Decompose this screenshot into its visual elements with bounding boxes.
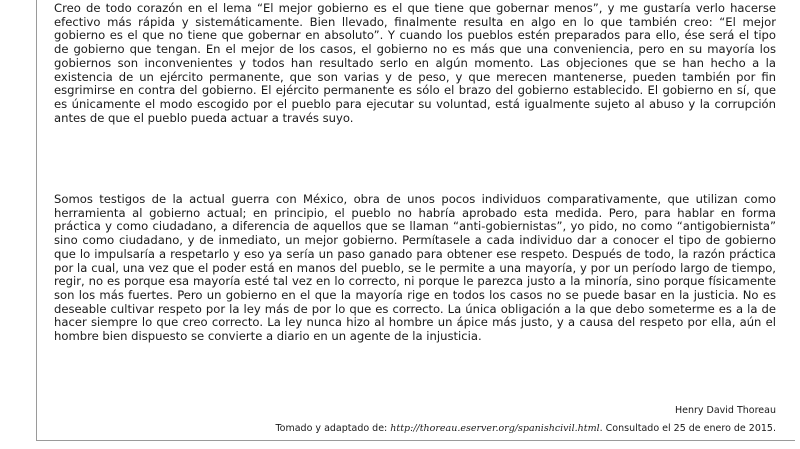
frame-bottom-border [36, 440, 795, 441]
paragraph-1: Creo de todo corazón en el lema “El mejor gobierno es el que tiene que gobernar menos”, y me gustaría verlo hacerse efectivo más rápida y sistemáticamente. Bien llevado, finalmente resulta en algo en lo que también creo: “El mejor gobierno es el que no tiene que gobernar en absoluto”. Y cuando los pueblos estén preparados para ello, ése será el tipo de gobierno que tengan. En el mejor de los casos, el gobierno no es más que una conveniencia, pero en su mayoría los gobiernos son inconvenientes y todos han resultado serlo en algún momento. Las objeciones que se han hecho a la existencia de un ejército permanente, que son varias y de peso, y que merecen mantenerse, pueden también por fin esgrimirse en contra del gobierno. El ejército permanente es sólo el brazo del gobierno establecido. El gobierno en sí, que es únicamente el modo escogido por el pueblo para ejecutar su voluntad, está igualmente sujeto al abuso y la corrupción antes de que el pueblo pueda actuar a través suyo. [54, 1, 776, 125]
source-url: http://thoreau.eserver.org/spanishcivil.html [390, 423, 600, 434]
paragraph-2: Somos testigos de la actual guerra con México, obra de unos pocos individuos comparativamente, que utilizan como herramienta al gobierno actual; en principio, el pueblo no habría aprobado esta medida. Pero, para hablar en forma práctica y como ciudadano, a diferencia de aquellos que se llaman “anti-gobiernistas”, yo pido, no como “antigobiernista” sino como ciudadano, y de inmediato, un mejor gobierno. Permítasele a cada individuo dar a conocer el tipo de gobierno que lo impulsaría a respetarlo y eso ya sería un paso ganado para obtener ese respeto. Después de todo, la razón práctica por la cual, una vez que el poder está en manos del pueblo, se le permite a una mayoría, y por un período largo de tiempo, regir, no es porque esa mayoría esté tal vez en lo correcto, ni porque le parezca justo a la minoría, sino porque físicamente son los más fuertes. Pero un gobierno en el que la mayoría rige en todos los casos no se puede basar en la justicia. No es deseable cultivar respeto por la ley más de por lo que es correcto. La única obligación a la que debo someterme es a la de hacer siempre lo que creo correcto. La ley nunca hizo al hombre un ápice más justo, y a causa del respeto por ella, aún el hombre bien dispuesto se convierte a diario en un agente de la injusticia. [54, 192, 776, 344]
frame-left-border [36, 0, 37, 441]
author-name: Henry David Thoreau [674, 405, 776, 416]
source-prefix: Tomado y adaptado de: [275, 423, 391, 434]
source-citation [54, 423, 776, 434]
source-suffix: . Consultado el 25 de enero de 2015. [599, 423, 776, 434]
